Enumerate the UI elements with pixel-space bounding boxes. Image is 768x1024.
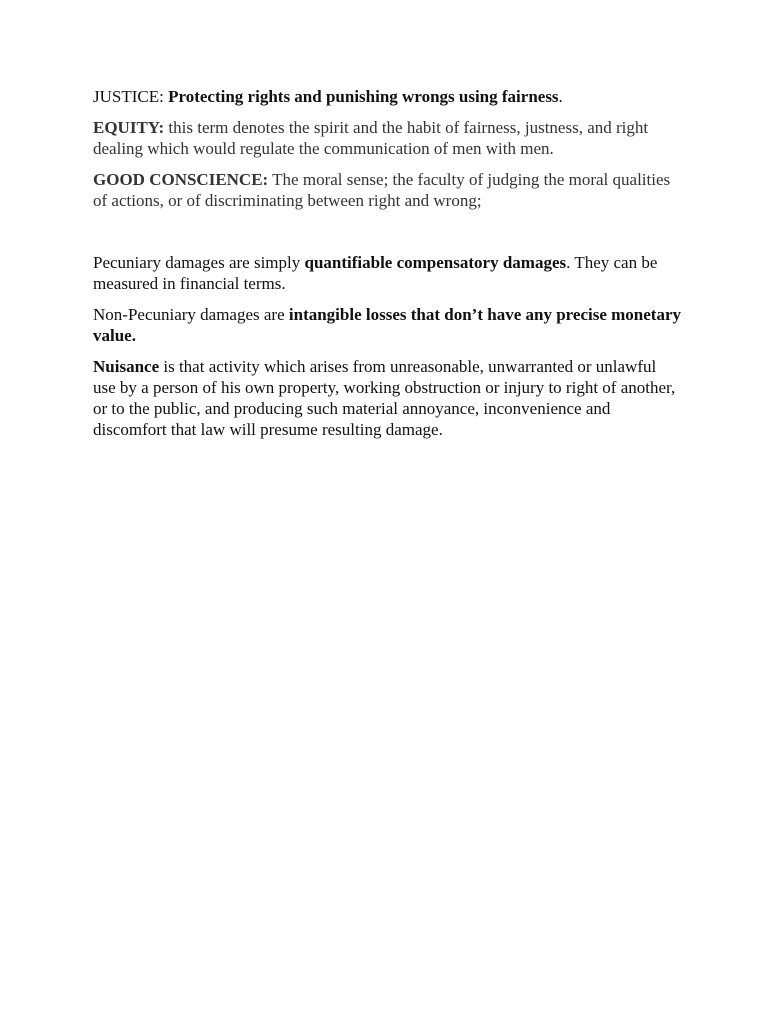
good-conscience-term: GOOD CONSCIENCE: bbox=[93, 170, 269, 189]
pecuniary-lead: Pecuniary damages are simply bbox=[93, 253, 305, 272]
pecuniary-paragraph bbox=[93, 252, 683, 294]
document-page bbox=[93, 86, 683, 450]
justice-definition: Protecting rights and punishing wrongs using fairness bbox=[168, 87, 559, 106]
good-conscience-definition: The moral sense; the faculty of judging the moral qualities of actions, or of discriminating between right and wrong; bbox=[93, 170, 671, 210]
pecuniary-bold: quantifiable compensatory damages bbox=[304, 253, 567, 272]
good-conscience-paragraph bbox=[93, 169, 683, 211]
non-pecuniary-lead: Non-Pecuniary damages are bbox=[93, 305, 289, 324]
nuisance-paragraph bbox=[93, 356, 683, 440]
justice-period: . bbox=[558, 87, 563, 106]
nuisance-definition: is that activity which arises from unreasonable, unwarranted or unlawful use by a person of his own property, working obstruction or injury to right of another, or to the public, and producing such material annoyance, inconvenience and discomfort that law will presume resulting damage. bbox=[93, 357, 676, 439]
justice-term: JUSTICE: bbox=[93, 87, 169, 106]
non-pecuniary-paragraph bbox=[93, 304, 683, 346]
equity-paragraph bbox=[93, 117, 683, 159]
justice-paragraph bbox=[93, 86, 683, 107]
nuisance-term: Nuisance bbox=[93, 357, 160, 376]
equity-definition: this term denotes the spirit and the habit of fairness, justness, and right dealing which would regulate the communication of men with men. bbox=[93, 118, 649, 158]
non-pecuniary-bold: intangible losses that don’t have any precise monetary value. bbox=[93, 305, 681, 345]
pecuniary-rest: . They can be measured in financial terms. bbox=[93, 253, 658, 293]
equity-term: EQUITY: bbox=[93, 118, 169, 137]
paragraph-spacer bbox=[93, 221, 683, 252]
